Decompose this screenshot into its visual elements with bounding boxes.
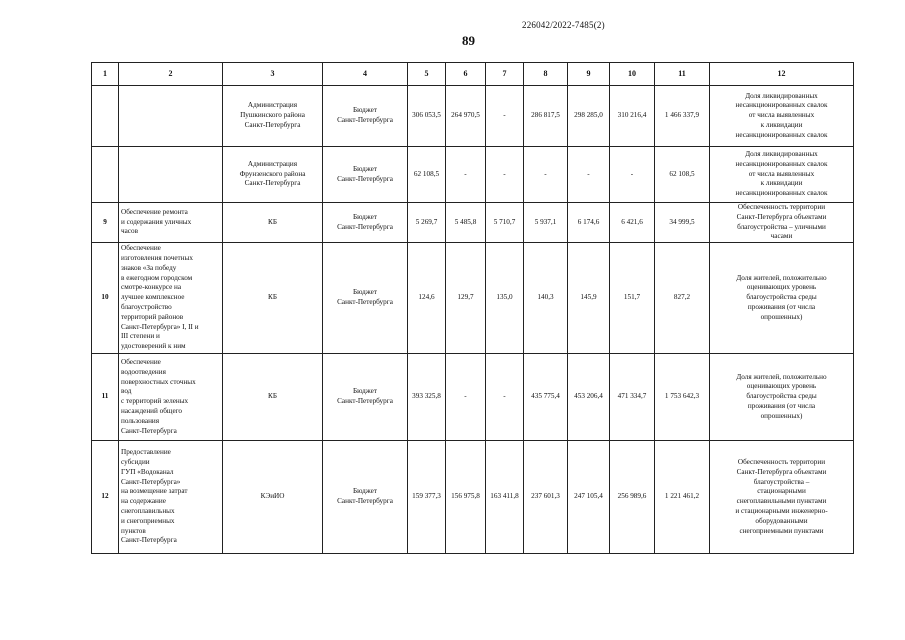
funding-source: Бюджет Санкт-Петербурга xyxy=(323,203,408,243)
table-row xyxy=(92,243,854,354)
table-row xyxy=(92,203,854,243)
executor-name: КБ xyxy=(223,354,323,441)
table-header-row xyxy=(92,63,854,86)
column-header: 8 xyxy=(524,63,568,86)
year-value-col8: 5 937,1 xyxy=(524,203,568,243)
document-registration-number: 226042/2022-7485(2) xyxy=(522,20,605,30)
year-value-col7: - xyxy=(486,354,524,441)
activity-name: Обеспечение ремонта и содержания уличных часов xyxy=(119,203,223,243)
year-value-col10: 471 334,7 xyxy=(610,354,655,441)
year-value-col10: 256 989,6 xyxy=(610,441,655,554)
row-number: 11 xyxy=(92,354,119,441)
year-value-col10: - xyxy=(610,147,655,203)
page-number: 89 xyxy=(462,33,475,48)
total-value: 62 108,5 xyxy=(655,147,710,203)
year-value-col7: - xyxy=(486,147,524,203)
activity-name xyxy=(119,147,223,203)
year-value-col6: 5 485,8 xyxy=(446,203,486,243)
year-value-col8: 140,3 xyxy=(524,243,568,354)
column-header: 5 xyxy=(408,63,446,86)
column-header: 6 xyxy=(446,63,486,86)
year-value-col10: 6 421,6 xyxy=(610,203,655,243)
year-value-col7: 5 710,7 xyxy=(486,203,524,243)
result-indicator: Обеспеченность территории Санкт-Петербурга объектами благоустройства – стационарными снегоплавильными пунктами и стационарными инженерно- оборудованными снегоприемными пунктами xyxy=(710,441,854,554)
total-value: 1 753 642,3 xyxy=(655,354,710,441)
activity-name: Обеспечение изготовления почетных знаков «За победу в ежегодном городском смотре-конкурсе на лучшее комплексное благоустройство территорий районов Санкт-Петербурга» I, II и III степени и удостоверений к ним xyxy=(119,243,223,354)
row-number: 12 xyxy=(92,441,119,554)
funding-source: Бюджет Санкт-Петербурга xyxy=(323,243,408,354)
column-header: 1 xyxy=(92,63,119,86)
result-indicator: Доля жителей, положительно оценивающих уровень благоустройства среды проживания (от числа опрошенных) xyxy=(710,243,854,354)
year-value-col8: 237 601,3 xyxy=(524,441,568,554)
executor-name: Администрация Фрунзенского района Санкт-Петербурга xyxy=(223,147,323,203)
year-value-col6: 156 975,8 xyxy=(446,441,486,554)
row-number xyxy=(92,147,119,203)
row-number xyxy=(92,86,119,147)
year-value-col6: - xyxy=(446,147,486,203)
total-value: 34 999,5 xyxy=(655,203,710,243)
result-indicator: Доля ликвидированных несанкционированных свалок от числа выявленных к ликвидации несанкционированных свалок xyxy=(710,147,854,203)
column-header: 9 xyxy=(568,63,610,86)
table-row xyxy=(92,86,854,147)
year-value-col5: 159 377,3 xyxy=(408,441,446,554)
funding-source: Бюджет Санкт-Петербурга xyxy=(323,354,408,441)
year-value-col5: 124,6 xyxy=(408,243,446,354)
column-header: 4 xyxy=(323,63,408,86)
funding-source: Бюджет Санкт-Петербурга xyxy=(323,147,408,203)
page-bottom-area xyxy=(91,560,191,561)
column-header: 7 xyxy=(486,63,524,86)
executor-name: КБ xyxy=(223,203,323,243)
column-header: 12 xyxy=(710,63,854,86)
year-value-col6: - xyxy=(446,354,486,441)
row-number: 9 xyxy=(92,203,119,243)
total-value: 827,2 xyxy=(655,243,710,354)
result-indicator: Доля жителей, положительно оценивающих уровень благоустройства среды проживания (от числа опрошенных) xyxy=(710,354,854,441)
activity-name: Обеспечение водоотведения поверхностных сточных вод с территорий зеленых насаждений общего пользования Санкт-Петербурга xyxy=(119,354,223,441)
year-value-col9: 453 206,4 xyxy=(568,354,610,441)
year-value-col7: - xyxy=(486,86,524,147)
year-value-col8: - xyxy=(524,147,568,203)
year-value-col9: 298 285,0 xyxy=(568,86,610,147)
year-value-col7: 163 411,8 xyxy=(486,441,524,554)
table-row xyxy=(92,147,854,203)
column-header: 10 xyxy=(610,63,655,86)
year-value-col8: 286 817,5 xyxy=(524,86,568,147)
year-value-col5: 5 269,7 xyxy=(408,203,446,243)
executor-name: КБ xyxy=(223,243,323,354)
year-value-col5: 393 325,8 xyxy=(408,354,446,441)
year-value-col5: 62 108,5 xyxy=(408,147,446,203)
year-value-col5: 306 053,5 xyxy=(408,86,446,147)
year-value-col9: 145,9 xyxy=(568,243,610,354)
year-value-col9: 6 174,6 xyxy=(568,203,610,243)
year-value-col6: 129,7 xyxy=(446,243,486,354)
funding-source: Бюджет Санкт-Петербурга xyxy=(323,441,408,554)
activity-name: Предоставление субсидии ГУП «Водоканал Санкт-Петербурга» на возмещение затрат на содержание снегоплавильных и снегоприемных пунктов Санкт-Петербурга xyxy=(119,441,223,554)
year-value-col6: 264 970,5 xyxy=(446,86,486,147)
column-header: 11 xyxy=(655,63,710,86)
year-value-col10: 310 216,4 xyxy=(610,86,655,147)
program-activities-table xyxy=(91,62,854,554)
funding-source: Бюджет Санкт-Петербурга xyxy=(323,86,408,147)
table-row xyxy=(92,354,854,441)
year-value-col9: 247 105,4 xyxy=(568,441,610,554)
column-header: 3 xyxy=(223,63,323,86)
year-value-col8: 435 775,4 xyxy=(524,354,568,441)
result-indicator: Доля ликвидированных несанкционированных свалок от числа выявленных к ликвидации несанкционированных свалок xyxy=(710,86,854,147)
total-value: 1 221 461,2 xyxy=(655,441,710,554)
executor-name: КЭиИО xyxy=(223,441,323,554)
year-value-col10: 151,7 xyxy=(610,243,655,354)
executor-name: Администрация Пушкинского района Санкт-Петербурга xyxy=(223,86,323,147)
row-number: 10 xyxy=(92,243,119,354)
total-value: 1 466 337,9 xyxy=(655,86,710,147)
column-header: 2 xyxy=(119,63,223,86)
year-value-col7: 135,0 xyxy=(486,243,524,354)
activity-name xyxy=(119,86,223,147)
table-row xyxy=(92,441,854,554)
result-indicator: Обеспеченность территории Санкт-Петербурга объектами благоустройства – уличными часами xyxy=(710,203,854,243)
year-value-col9: - xyxy=(568,147,610,203)
